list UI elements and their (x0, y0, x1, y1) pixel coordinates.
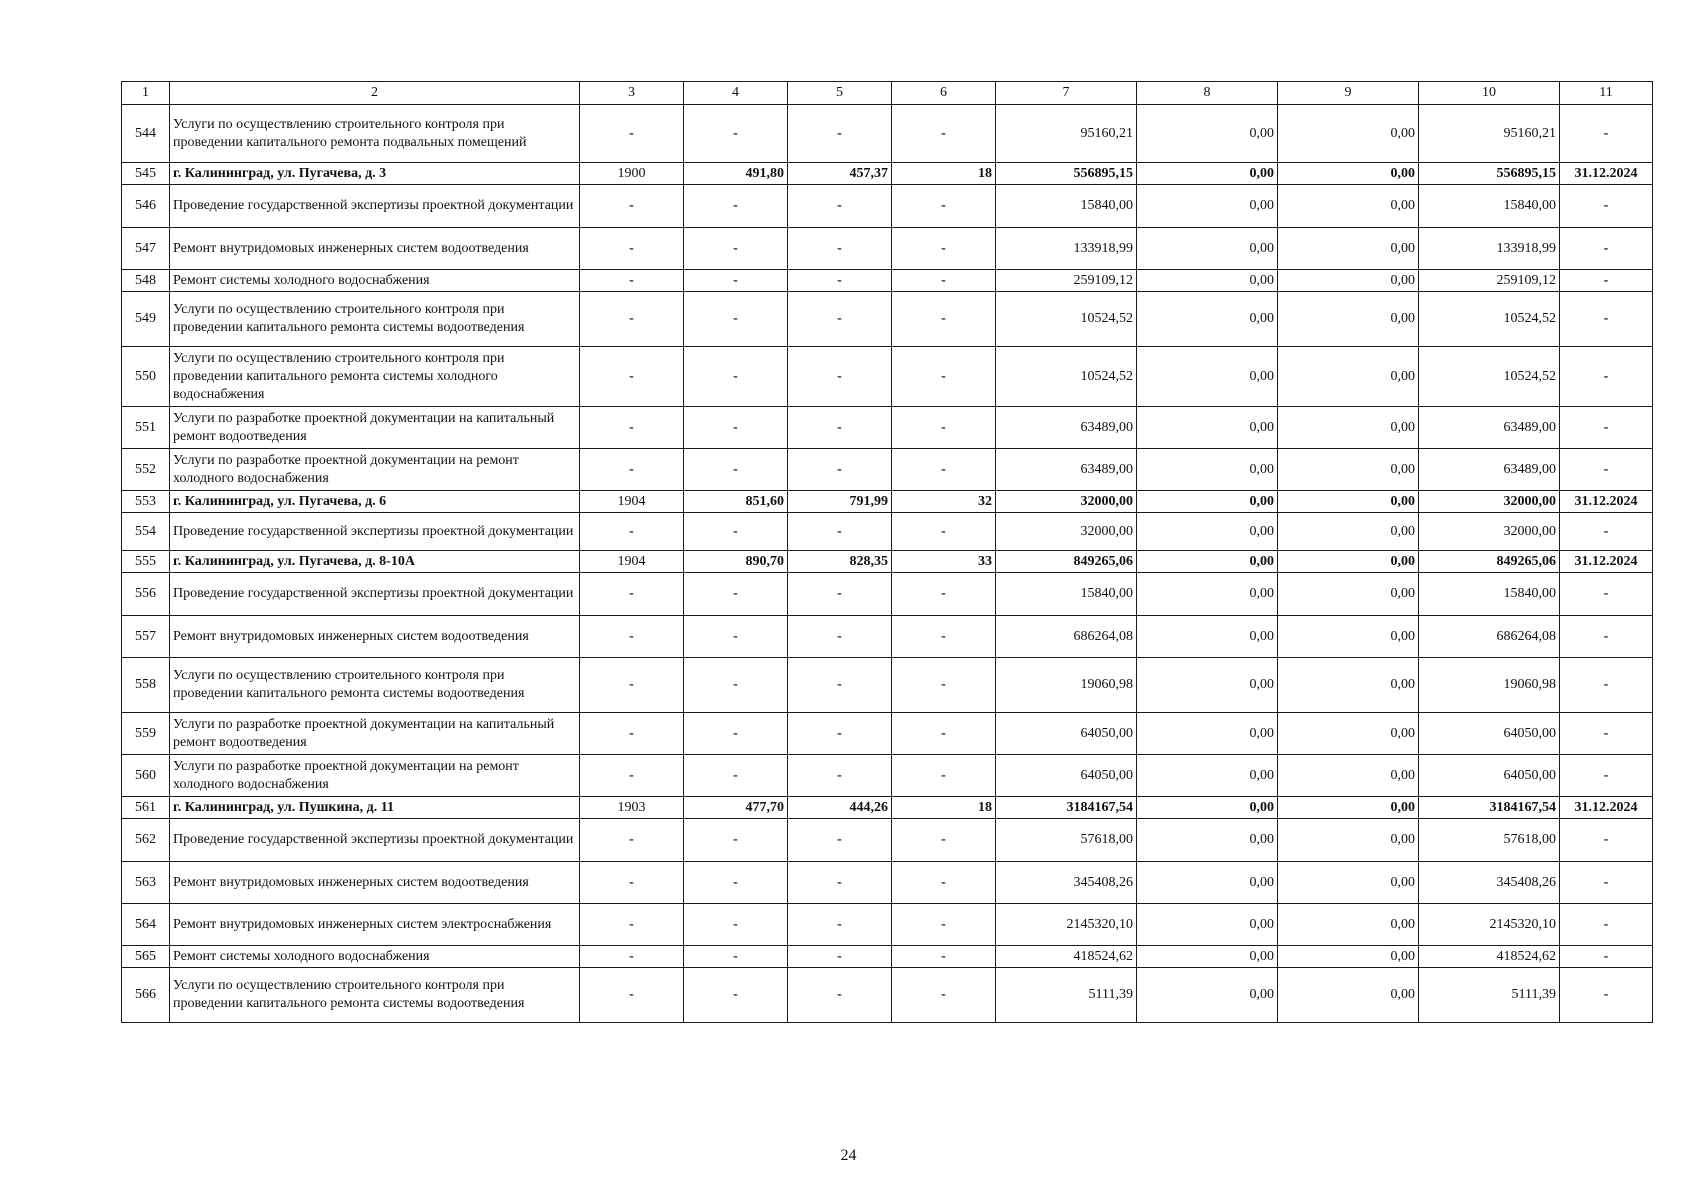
col-6-cell: 18 (892, 163, 996, 185)
col-4-cell: 890,70 (684, 551, 788, 573)
col-6-cell: 18 (892, 797, 996, 819)
col-6-cell: - (892, 713, 996, 755)
row-number-cell: 557 (122, 616, 170, 658)
col-4-cell: - (684, 658, 788, 713)
column-number-header-row (122, 82, 1653, 105)
col-9-cost-cell: 0,00 (1278, 105, 1419, 163)
work-description-cell: Проведение государственной экспертизы проектной документации (170, 513, 580, 551)
col-5-cell: - (788, 968, 892, 1023)
col-5-cell: 828,35 (788, 551, 892, 573)
work-description-cell: Ремонт внутридомовых инженерных систем водоотведения (170, 228, 580, 270)
col-9-cost-cell: 0,00 (1278, 968, 1419, 1023)
col-3-cell: - (580, 573, 684, 616)
work-description-cell: Услуги по осуществлению строительного контроля при проведении капитального ремонта системы водоотведения (170, 292, 580, 347)
row-number-cell: 559 (122, 713, 170, 755)
col-5-cell: - (788, 292, 892, 347)
col-4-cell: - (684, 755, 788, 797)
col-11-date-cell: 31.12.2024 (1560, 491, 1653, 513)
col-7-cost-cell: 10524,52 (996, 347, 1137, 407)
work-item-row (122, 946, 1653, 968)
col-5-cell: - (788, 819, 892, 862)
work-description-cell: Ремонт системы холодного водоснабжения (170, 946, 580, 968)
col-8-cost-cell: 0,00 (1137, 185, 1278, 228)
col-7-cost-cell: 57618,00 (996, 819, 1137, 862)
work-description-cell: Услуги по осуществлению строительного контроля при проведении капитального ремонта подвальных помещений (170, 105, 580, 163)
col-3-cell: - (580, 616, 684, 658)
col-9-cost-cell: 0,00 (1278, 228, 1419, 270)
col-3-cell: - (580, 105, 684, 163)
work-item-row (122, 449, 1653, 491)
page-number: 24 (840, 1147, 857, 1164)
col-4-cell: - (684, 713, 788, 755)
col-7-cost-cell: 95160,21 (996, 105, 1137, 163)
col-10-cost-cell: 32000,00 (1419, 491, 1560, 513)
col-3-cell: 1903 (580, 797, 684, 819)
col-6-cell: - (892, 185, 996, 228)
col-11-date-cell: - (1560, 968, 1653, 1023)
col-11-date-cell: - (1560, 573, 1653, 616)
row-number-cell: 546 (122, 185, 170, 228)
row-number-cell: 547 (122, 228, 170, 270)
col-10-cost-cell: 32000,00 (1419, 513, 1560, 551)
col-3-cell: - (580, 819, 684, 862)
col-7-cost-cell: 686264,08 (996, 616, 1137, 658)
address-row (122, 797, 1653, 819)
col-4-cell: - (684, 407, 788, 449)
col-10-cost-cell: 133918,99 (1419, 228, 1560, 270)
col-4-cell: - (684, 573, 788, 616)
col-3-cell: - (580, 968, 684, 1023)
work-description-cell: Ремонт внутридомовых инженерных систем водоотведения (170, 862, 580, 904)
work-item-row (122, 292, 1653, 347)
col-7-cost-cell: 63489,00 (996, 449, 1137, 491)
column-header: 6 (892, 82, 996, 105)
col-4-cell: - (684, 105, 788, 163)
work-description-cell: Проведение государственной экспертизы проектной документации (170, 819, 580, 862)
col-5-cell: - (788, 755, 892, 797)
column-header: 3 (580, 82, 684, 105)
work-item-row (122, 755, 1653, 797)
col-3-cell: - (580, 185, 684, 228)
col-5-cell: - (788, 105, 892, 163)
col-9-cost-cell: 0,00 (1278, 755, 1419, 797)
col-10-cost-cell: 10524,52 (1419, 292, 1560, 347)
col-5-cell: - (788, 616, 892, 658)
col-8-cost-cell: 0,00 (1137, 270, 1278, 292)
address-row (122, 551, 1653, 573)
col-7-cost-cell: 849265,06 (996, 551, 1137, 573)
work-item-row (122, 105, 1653, 163)
col-7-cost-cell: 19060,98 (996, 658, 1137, 713)
col-4-cell: - (684, 862, 788, 904)
col-10-cost-cell: 15840,00 (1419, 185, 1560, 228)
col-4-cell: - (684, 449, 788, 491)
col-9-cost-cell: 0,00 (1278, 551, 1419, 573)
work-item-row (122, 347, 1653, 407)
col-7-cost-cell: 15840,00 (996, 573, 1137, 616)
address-row (122, 163, 1653, 185)
column-header: 11 (1560, 82, 1653, 105)
col-11-date-cell: - (1560, 270, 1653, 292)
col-10-cost-cell: 5111,39 (1419, 968, 1560, 1023)
col-9-cost-cell: 0,00 (1278, 797, 1419, 819)
column-header: 10 (1419, 82, 1560, 105)
work-description-cell: Услуги по осуществлению строительного контроля при проведении капитального ремонта системы холодного водоснабжения (170, 347, 580, 407)
col-8-cost-cell: 0,00 (1137, 292, 1278, 347)
work-description-cell: Ремонт внутридомовых инженерных систем водоотведения (170, 616, 580, 658)
col-10-cost-cell: 345408,26 (1419, 862, 1560, 904)
col-11-date-cell: - (1560, 449, 1653, 491)
column-header: 7 (996, 82, 1137, 105)
col-11-date-cell: - (1560, 904, 1653, 946)
col-6-cell: - (892, 819, 996, 862)
col-9-cost-cell: 0,00 (1278, 163, 1419, 185)
col-9-cost-cell: 0,00 (1278, 449, 1419, 491)
column-header: 4 (684, 82, 788, 105)
row-number-cell: 558 (122, 658, 170, 713)
col-4-cell: 477,70 (684, 797, 788, 819)
col-8-cost-cell: 0,00 (1137, 105, 1278, 163)
col-11-date-cell: - (1560, 819, 1653, 862)
col-8-cost-cell: 0,00 (1137, 449, 1278, 491)
col-6-cell: - (892, 407, 996, 449)
col-10-cost-cell: 10524,52 (1419, 347, 1560, 407)
col-4-cell: - (684, 292, 788, 347)
row-number-cell: 552 (122, 449, 170, 491)
col-5-cell: - (788, 658, 892, 713)
col-9-cost-cell: 0,00 (1278, 713, 1419, 755)
col-7-cost-cell: 345408,26 (996, 862, 1137, 904)
col-11-date-cell: - (1560, 658, 1653, 713)
col-9-cost-cell: 0,00 (1278, 513, 1419, 551)
col-3-cell: - (580, 904, 684, 946)
work-description-cell: Услуги по разработке проектной документации на капитальный ремонт водоотведения (170, 407, 580, 449)
col-8-cost-cell: 0,00 (1137, 616, 1278, 658)
address-row (122, 491, 1653, 513)
col-11-date-cell: - (1560, 862, 1653, 904)
col-9-cost-cell: 0,00 (1278, 658, 1419, 713)
col-5-cell: - (788, 513, 892, 551)
work-description-cell: г. Калининград, ул. Пугачева, д. 3 (170, 163, 580, 185)
column-header: 5 (788, 82, 892, 105)
col-3-cell: - (580, 946, 684, 968)
row-number-cell: 553 (122, 491, 170, 513)
col-4-cell: - (684, 228, 788, 270)
col-11-date-cell: - (1560, 513, 1653, 551)
column-header: 2 (170, 82, 580, 105)
row-number-cell: 555 (122, 551, 170, 573)
work-description-cell: г. Калининград, ул. Пугачева, д. 8-10А (170, 551, 580, 573)
work-description-cell: Услуги по разработке проектной документации на ремонт холодного водоснабжения (170, 755, 580, 797)
col-8-cost-cell: 0,00 (1137, 407, 1278, 449)
col-10-cost-cell: 849265,06 (1419, 551, 1560, 573)
col-8-cost-cell: 0,00 (1137, 658, 1278, 713)
row-number-cell: 565 (122, 946, 170, 968)
col-6-cell: - (892, 616, 996, 658)
col-9-cost-cell: 0,00 (1278, 862, 1419, 904)
col-9-cost-cell: 0,00 (1278, 292, 1419, 347)
col-10-cost-cell: 259109,12 (1419, 270, 1560, 292)
col-6-cell: - (892, 658, 996, 713)
col-8-cost-cell: 0,00 (1137, 968, 1278, 1023)
col-5-cell: - (788, 904, 892, 946)
col-7-cost-cell: 259109,12 (996, 270, 1137, 292)
col-5-cell: - (788, 573, 892, 616)
work-description-cell: г. Калининград, ул. Пушкина, д. 11 (170, 797, 580, 819)
row-number-cell: 550 (122, 347, 170, 407)
work-description-cell: Услуги по разработке проектной документации на капитальный ремонт водоотведения (170, 713, 580, 755)
repair-plan-table (121, 81, 1653, 1023)
col-11-date-cell: - (1560, 407, 1653, 449)
col-6-cell: - (892, 862, 996, 904)
col-8-cost-cell: 0,00 (1137, 713, 1278, 755)
repair-plan-table-container (121, 81, 1652, 1023)
col-5-cell: - (788, 270, 892, 292)
col-9-cost-cell: 0,00 (1278, 616, 1419, 658)
col-9-cost-cell: 0,00 (1278, 270, 1419, 292)
col-11-date-cell: - (1560, 105, 1653, 163)
col-9-cost-cell: 0,00 (1278, 347, 1419, 407)
col-11-date-cell: 31.12.2024 (1560, 797, 1653, 819)
row-number-cell: 544 (122, 105, 170, 163)
col-4-cell: - (684, 819, 788, 862)
col-11-date-cell: - (1560, 185, 1653, 228)
work-item-row (122, 407, 1653, 449)
col-8-cost-cell: 0,00 (1137, 862, 1278, 904)
col-7-cost-cell: 418524,62 (996, 946, 1137, 968)
col-3-cell: 1900 (580, 163, 684, 185)
work-description-cell: Ремонт внутридомовых инженерных систем электроснабжения (170, 904, 580, 946)
col-3-cell: - (580, 755, 684, 797)
col-8-cost-cell: 0,00 (1137, 551, 1278, 573)
row-number-cell: 561 (122, 797, 170, 819)
col-4-cell: 851,60 (684, 491, 788, 513)
col-6-cell: - (892, 946, 996, 968)
work-item-row (122, 862, 1653, 904)
col-3-cell: - (580, 270, 684, 292)
col-11-date-cell: - (1560, 755, 1653, 797)
col-3-cell: - (580, 713, 684, 755)
col-9-cost-cell: 0,00 (1278, 904, 1419, 946)
row-number-cell: 551 (122, 407, 170, 449)
column-header: 9 (1278, 82, 1419, 105)
col-8-cost-cell: 0,00 (1137, 755, 1278, 797)
col-8-cost-cell: 0,00 (1137, 347, 1278, 407)
col-7-cost-cell: 5111,39 (996, 968, 1137, 1023)
col-10-cost-cell: 2145320,10 (1419, 904, 1560, 946)
col-9-cost-cell: 0,00 (1278, 491, 1419, 513)
work-item-row (122, 658, 1653, 713)
col-4-cell: - (684, 946, 788, 968)
col-8-cost-cell: 0,00 (1137, 491, 1278, 513)
col-6-cell: - (892, 292, 996, 347)
col-5-cell: - (788, 407, 892, 449)
col-5-cell: - (788, 228, 892, 270)
col-6-cell: - (892, 105, 996, 163)
col-10-cost-cell: 19060,98 (1419, 658, 1560, 713)
col-3-cell: 1904 (580, 491, 684, 513)
work-description-cell: Проведение государственной экспертизы проектной документации (170, 185, 580, 228)
col-7-cost-cell: 32000,00 (996, 513, 1137, 551)
col-4-cell: - (684, 968, 788, 1023)
col-6-cell: - (892, 904, 996, 946)
col-4-cell: - (684, 347, 788, 407)
col-5-cell: - (788, 862, 892, 904)
col-11-date-cell: - (1560, 713, 1653, 755)
work-item-row (122, 513, 1653, 551)
col-8-cost-cell: 0,00 (1137, 797, 1278, 819)
col-6-cell: - (892, 513, 996, 551)
col-6-cell: - (892, 347, 996, 407)
col-3-cell: - (580, 449, 684, 491)
col-3-cell: - (580, 513, 684, 551)
column-header: 1 (122, 82, 170, 105)
col-7-cost-cell: 10524,52 (996, 292, 1137, 347)
work-description-cell: Услуги по разработке проектной документации на ремонт холодного водоснабжения (170, 449, 580, 491)
col-11-date-cell: 31.12.2024 (1560, 551, 1653, 573)
col-6-cell: 32 (892, 491, 996, 513)
col-9-cost-cell: 0,00 (1278, 573, 1419, 616)
col-5-cell: - (788, 185, 892, 228)
col-3-cell: - (580, 292, 684, 347)
col-6-cell: 33 (892, 551, 996, 573)
col-3-cell: - (580, 347, 684, 407)
col-11-date-cell: - (1560, 347, 1653, 407)
col-8-cost-cell: 0,00 (1137, 513, 1278, 551)
col-5-cell: - (788, 347, 892, 407)
work-description-cell: Услуги по осуществлению строительного контроля при проведении капитального ремонта системы водоотведения (170, 968, 580, 1023)
col-10-cost-cell: 63489,00 (1419, 449, 1560, 491)
col-3-cell: 1904 (580, 551, 684, 573)
row-number-cell: 556 (122, 573, 170, 616)
col-8-cost-cell: 0,00 (1137, 163, 1278, 185)
row-number-cell: 563 (122, 862, 170, 904)
work-item-row (122, 616, 1653, 658)
col-3-cell: - (580, 862, 684, 904)
work-item-row (122, 713, 1653, 755)
col-10-cost-cell: 95160,21 (1419, 105, 1560, 163)
col-7-cost-cell: 63489,00 (996, 407, 1137, 449)
col-11-date-cell: - (1560, 292, 1653, 347)
col-8-cost-cell: 0,00 (1137, 228, 1278, 270)
col-7-cost-cell: 3184167,54 (996, 797, 1137, 819)
col-7-cost-cell: 15840,00 (996, 185, 1137, 228)
col-4-cell: - (684, 904, 788, 946)
col-5-cell: - (788, 946, 892, 968)
col-6-cell: - (892, 228, 996, 270)
col-10-cost-cell: 418524,62 (1419, 946, 1560, 968)
work-item-row (122, 228, 1653, 270)
work-description-cell: г. Калининград, ул. Пугачева, д. 6 (170, 491, 580, 513)
col-7-cost-cell: 32000,00 (996, 491, 1137, 513)
col-9-cost-cell: 0,00 (1278, 407, 1419, 449)
col-4-cell: 491,80 (684, 163, 788, 185)
col-10-cost-cell: 686264,08 (1419, 616, 1560, 658)
col-10-cost-cell: 57618,00 (1419, 819, 1560, 862)
col-9-cost-cell: 0,00 (1278, 185, 1419, 228)
col-8-cost-cell: 0,00 (1137, 573, 1278, 616)
col-9-cost-cell: 0,00 (1278, 946, 1419, 968)
col-10-cost-cell: 15840,00 (1419, 573, 1560, 616)
col-5-cell: - (788, 713, 892, 755)
col-3-cell: - (580, 658, 684, 713)
col-10-cost-cell: 3184167,54 (1419, 797, 1560, 819)
row-number-cell: 549 (122, 292, 170, 347)
col-8-cost-cell: 0,00 (1137, 946, 1278, 968)
col-10-cost-cell: 64050,00 (1419, 713, 1560, 755)
col-5-cell: 457,37 (788, 163, 892, 185)
col-11-date-cell: - (1560, 616, 1653, 658)
col-3-cell: - (580, 228, 684, 270)
col-4-cell: - (684, 513, 788, 551)
row-number-cell: 545 (122, 163, 170, 185)
work-item-row (122, 904, 1653, 946)
row-number-cell: 566 (122, 968, 170, 1023)
col-5-cell: 791,99 (788, 491, 892, 513)
row-number-cell: 562 (122, 819, 170, 862)
work-description-cell: Услуги по осуществлению строительного контроля при проведении капитального ремонта системы водоотведения (170, 658, 580, 713)
col-6-cell: - (892, 968, 996, 1023)
column-header: 8 (1137, 82, 1278, 105)
col-9-cost-cell: 0,00 (1278, 819, 1419, 862)
row-number-cell: 554 (122, 513, 170, 551)
col-10-cost-cell: 64050,00 (1419, 755, 1560, 797)
row-number-cell: 560 (122, 755, 170, 797)
col-11-date-cell: 31.12.2024 (1560, 163, 1653, 185)
col-7-cost-cell: 2145320,10 (996, 904, 1137, 946)
col-4-cell: - (684, 185, 788, 228)
work-item-row (122, 968, 1653, 1023)
col-7-cost-cell: 64050,00 (996, 713, 1137, 755)
col-5-cell: - (788, 449, 892, 491)
row-number-cell: 564 (122, 904, 170, 946)
col-8-cost-cell: 0,00 (1137, 904, 1278, 946)
work-item-row (122, 185, 1653, 228)
col-10-cost-cell: 63489,00 (1419, 407, 1560, 449)
work-description-cell: Проведение государственной экспертизы проектной документации (170, 573, 580, 616)
col-7-cost-cell: 64050,00 (996, 755, 1137, 797)
row-number-cell: 548 (122, 270, 170, 292)
col-7-cost-cell: 556895,15 (996, 163, 1137, 185)
col-6-cell: - (892, 573, 996, 616)
col-4-cell: - (684, 270, 788, 292)
work-item-row (122, 819, 1653, 862)
col-10-cost-cell: 556895,15 (1419, 163, 1560, 185)
work-item-row (122, 573, 1653, 616)
col-8-cost-cell: 0,00 (1137, 819, 1278, 862)
col-6-cell: - (892, 270, 996, 292)
col-4-cell: - (684, 616, 788, 658)
col-7-cost-cell: 133918,99 (996, 228, 1137, 270)
col-11-date-cell: - (1560, 946, 1653, 968)
col-11-date-cell: - (1560, 228, 1653, 270)
work-item-row (122, 270, 1653, 292)
col-3-cell: - (580, 407, 684, 449)
col-5-cell: 444,26 (788, 797, 892, 819)
col-6-cell: - (892, 755, 996, 797)
work-description-cell: Ремонт системы холодного водоснабжения (170, 270, 580, 292)
col-6-cell: - (892, 449, 996, 491)
